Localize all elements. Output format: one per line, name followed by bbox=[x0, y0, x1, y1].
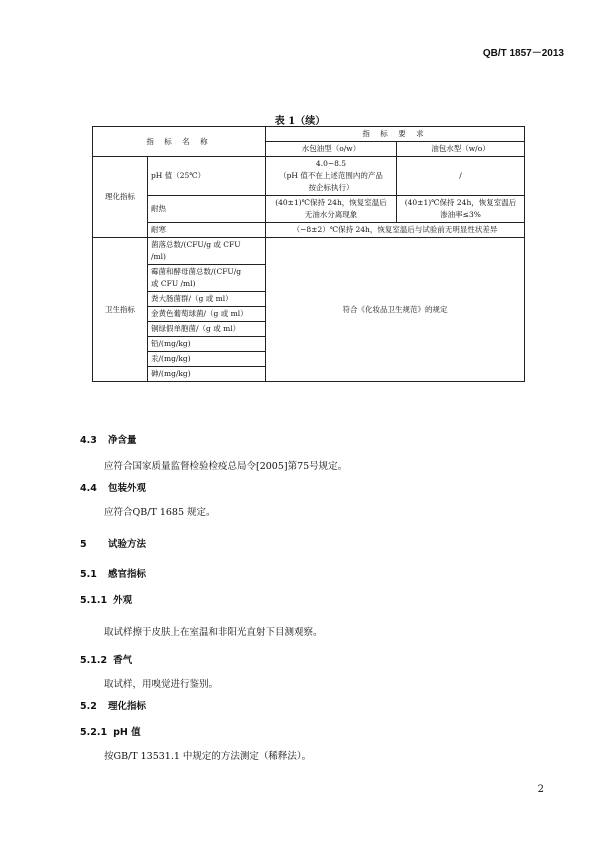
ph-ow-line3: 按企标执行） bbox=[308, 183, 354, 192]
heat-label: 耐热 bbox=[148, 196, 266, 223]
heat-ow-line2: 无油水分离现象 bbox=[304, 210, 358, 219]
section-5-1-1-heading bbox=[80, 592, 132, 606]
section-5-2-1-heading bbox=[80, 724, 141, 738]
section-5-1-2-text: 取试样，用嗅觉进行鉴别。 bbox=[104, 679, 219, 690]
section-5-2-heading bbox=[80, 698, 146, 712]
ph-oil-in-water-value bbox=[266, 157, 397, 196]
section-5-1-1-text: 取试样擦于皮肤上在室温和非阳光直射下目测观察。 bbox=[104, 627, 323, 638]
hyg-1-line2: /ml) bbox=[151, 252, 166, 261]
section-title: 净含量 bbox=[108, 435, 137, 446]
section-title: 感官指标 bbox=[108, 569, 147, 580]
heat-wo-line2: 渗油率≤3% bbox=[440, 210, 481, 219]
hygiene-item-mercury: 汞/(mg/kg) bbox=[148, 352, 266, 367]
header-oil-in-water: 水包油型（o/w） bbox=[266, 142, 397, 157]
section-number: 5.1 bbox=[80, 569, 97, 580]
section-title: 理化指标 bbox=[108, 701, 147, 712]
section-4-4-heading bbox=[80, 480, 146, 494]
hygiene-item-arsenic: 砷/(mg/kg) bbox=[148, 367, 266, 382]
hygiene-item-lead: 铅/(mg/kg) bbox=[148, 337, 266, 352]
section-4-4-text: 应符合QB/T 1685 规定。 bbox=[104, 507, 216, 518]
group-hygiene: 卫生指标 bbox=[93, 238, 148, 382]
heat-ow-line1: (40±1)℃保持 24h，恢复室温后 bbox=[275, 198, 387, 207]
section-title: 香气 bbox=[113, 655, 133, 666]
ph-ow-line2: （pH 值不在上述范围内的产品 bbox=[279, 171, 383, 180]
header-indicator-requirement: 指 标 要 求 bbox=[266, 127, 525, 142]
ph-label: pH 值（25℃） bbox=[148, 157, 266, 196]
section-number: 5.2 bbox=[80, 701, 97, 712]
section-number: 4.4 bbox=[80, 483, 97, 494]
hygiene-requirement: 符合《化妆品卫生规范》的规定 bbox=[266, 238, 525, 382]
standard-number: QB/T 1857－2013 bbox=[482, 48, 564, 59]
section-title: 试验方法 bbox=[108, 539, 147, 550]
table-row bbox=[93, 238, 525, 265]
hygiene-item-total-colonies bbox=[148, 238, 266, 265]
section-5-2-1-text: 按GB/T 13531.1 中规定的方法测定（稀释法）。 bbox=[104, 751, 312, 762]
section-number: 5.1.2 bbox=[80, 655, 108, 666]
table-title: 表 1（续） bbox=[274, 116, 326, 127]
section-4-3-heading bbox=[80, 432, 137, 446]
table-row bbox=[93, 157, 525, 196]
header-indicator-name: 指 标 名 称 bbox=[93, 127, 266, 157]
section-title: 包装外观 bbox=[108, 483, 147, 494]
page-number: 2 bbox=[537, 784, 544, 795]
section-number: 5.1.1 bbox=[80, 595, 108, 606]
section-5-1-2-heading bbox=[80, 652, 132, 666]
ph-water-in-oil-value: / bbox=[397, 157, 525, 196]
section-number: 5.2.1 bbox=[80, 727, 108, 738]
spec-table bbox=[92, 126, 525, 382]
table-row bbox=[93, 223, 525, 238]
section-5-heading bbox=[80, 536, 146, 550]
heat-water-in-oil-value bbox=[397, 196, 525, 223]
heat-wo-line1: (40±1)℃保持 24h，恢复室温后 bbox=[404, 198, 517, 207]
hygiene-item-staphylococcus: 金黄色葡萄球菌/（g 或 ml） bbox=[148, 307, 266, 322]
section-4-3-text: 应符合国家质量监督检验检疫总局令[2005]第75号规定。 bbox=[104, 461, 348, 472]
cold-requirement: （−8±2）℃保持 24h，恢复室温后与试验前无明显性状差异 bbox=[266, 223, 525, 238]
section-title: 外观 bbox=[113, 595, 133, 606]
header-water-in-oil: 油包水型（w/o） bbox=[397, 142, 525, 157]
section-number: 4.3 bbox=[80, 435, 97, 446]
group-physicochemical: 理化指标 bbox=[93, 157, 148, 238]
section-number: 5 bbox=[80, 539, 87, 550]
heat-oil-in-water-value bbox=[266, 196, 397, 223]
hygiene-item-pseudomonas: 铜绿假单胞菌/（g 或 ml） bbox=[148, 322, 266, 337]
ph-ow-line1: 4.0~8.5 bbox=[315, 159, 347, 168]
table-header-row bbox=[93, 127, 525, 142]
table-row bbox=[93, 196, 525, 223]
section-title: pH 值 bbox=[113, 727, 141, 738]
hyg-1-line1: 菌落总数/(CFU/g 或 CFU bbox=[151, 240, 241, 249]
hyg-2-line1: 霉菌和酵母菌总数/(CFU/g bbox=[151, 267, 242, 276]
hygiene-item-mold-yeast bbox=[148, 265, 266, 292]
hyg-2-line2: 或 CFU /ml) bbox=[151, 279, 196, 288]
cold-label: 耐寒 bbox=[148, 223, 266, 238]
hygiene-item-fecal-coliform: 粪大肠菌群/（g 或 ml） bbox=[148, 292, 266, 307]
section-5-1-heading bbox=[80, 566, 146, 580]
